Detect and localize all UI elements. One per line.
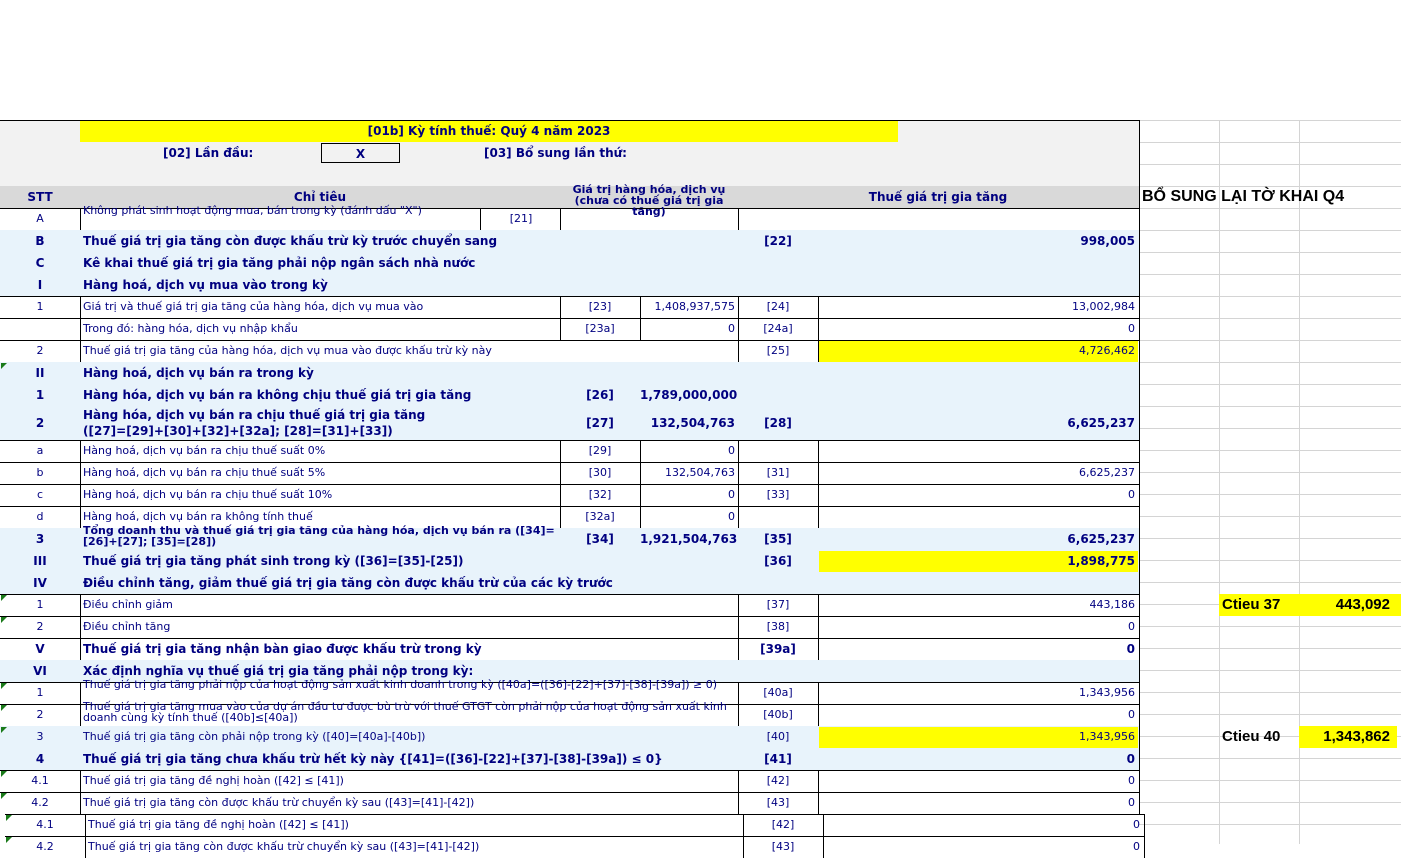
row-label: Điều chỉnh giảm: [83, 598, 173, 611]
row-code-vat: [31]: [766, 466, 790, 479]
row-code-vat: [41]: [764, 752, 792, 766]
row-vat-value[interactable]: 0: [1128, 796, 1135, 809]
row-stt: 2: [36, 708, 44, 721]
row-label: Hàng hoá, dịch vụ bán ra trong kỳ: [83, 366, 314, 380]
row-vat-value[interactable]: 0: [1128, 620, 1135, 633]
ctieu37-label: Ctieu 37: [1222, 596, 1281, 613]
row-label: Thuế giá trị gia tăng còn được khấu trừ kỳ trước chuyển sang: [83, 234, 498, 248]
first-time-label: [02] Lần đầu:: [163, 146, 254, 160]
row-label: Trong đó: hàng hóa, dịch vụ nhập khẩu: [83, 322, 298, 335]
row-goods-value[interactable]: 0: [728, 322, 735, 335]
row-vat-value[interactable]: 13,002,984: [1072, 300, 1135, 313]
row-stt: 1: [36, 598, 44, 611]
row-vat-value[interactable]: 0: [1133, 818, 1140, 831]
row-stt: b: [36, 466, 44, 479]
row-label: Thuế giá trị gia tăng còn được khấu trừ chuyển kỳ sau ([43]=[41]-[42]): [88, 840, 480, 853]
row-stt: 4.2: [31, 796, 49, 809]
row-goods-value[interactable]: 1,921,504,763: [640, 532, 738, 546]
row-label: Thuế giá trị gia tăng còn phải nộp trong kỳ ([40]=[40a]-[40b]): [83, 730, 426, 743]
row-vat-value[interactable]: 0: [1128, 774, 1135, 787]
row-label: Hàng hoá, dịch vụ bán ra chịu thuế suất 0%: [83, 444, 326, 457]
row-stt: A: [36, 212, 44, 225]
row-label: Không phát sinh hoạt động mua, bán trong kỳ (đánh dấu "X"): [83, 204, 422, 217]
row-label: Thuế giá trị gia tăng của hàng hóa, dịch vụ mua vào được khấu trừ kỳ này: [83, 344, 492, 357]
row-stt: 3: [35, 532, 45, 546]
ctieu40-label: Ctieu 40: [1222, 728, 1281, 745]
row-stt: IV: [33, 576, 47, 590]
row-label: Hàng hoá, dịch vụ bán ra chịu thuế suất 5%: [83, 466, 326, 479]
row-goods-value[interactable]: 132,504,763: [665, 466, 735, 479]
row-code-vat: [40a]: [763, 686, 793, 699]
row-vat-value[interactable]: 998,005: [1080, 234, 1135, 248]
row-label: Hàng hóa, dịch vụ bán ra chịu thuế giá trị gia tăng: [83, 408, 426, 422]
row-code-vat: [33]: [766, 488, 790, 501]
row-code-vat: [40b]: [763, 708, 793, 721]
row-vat-value[interactable]: 443,186: [1089, 598, 1135, 611]
row-code-vat: [37]: [766, 598, 790, 611]
row-stt: VI: [33, 664, 47, 678]
row-label: Hàng hoá, dịch vụ mua vào trong kỳ: [83, 278, 328, 292]
row-goods-value[interactable]: 0: [728, 510, 735, 523]
col-header-criteria: Chỉ tiêu: [293, 190, 347, 204]
row-stt: d: [36, 510, 44, 523]
supplement-label: [03] Bổ sung lần thứ:: [484, 146, 627, 160]
row-code-vat: [42]: [771, 818, 795, 831]
row-stt: 4: [35, 752, 45, 766]
row-stt: 2: [35, 416, 45, 430]
row-code: [21]: [509, 212, 533, 225]
row-code-vat: [28]: [764, 416, 792, 430]
row-label: Thuế giá trị gia tăng còn được khấu trừ chuyển kỳ sau ([43]=[41]-[42]): [83, 796, 475, 809]
row-label: Hàng hoá, dịch vụ bán ra chịu thuế suất 10%: [83, 488, 333, 501]
row-label: Thuế giá trị gia tăng đề nghị hoàn ([42] ≤ [41]): [83, 774, 344, 787]
row-stt: 4.2: [36, 840, 54, 853]
row-stt: 2: [36, 620, 44, 633]
col-header-stt: STT: [27, 190, 53, 204]
row-stt: I: [37, 278, 43, 292]
row-goods-value[interactable]: 132,504,763: [650, 416, 735, 430]
row-vat-value[interactable]: 1,343,956: [1079, 686, 1135, 699]
row-code-goods: [29]: [588, 444, 612, 457]
row-stt: 3: [36, 730, 44, 743]
row-label: Thuế giá trị gia tăng phát sinh trong kỳ ([36]=[35]-[25]): [83, 554, 464, 568]
row-vat-value[interactable]: 6,625,237: [1079, 466, 1135, 479]
row-code-vat: [36]: [764, 554, 792, 568]
period-label: [01b] Kỳ tính thuế: Quý 4 năm 2023: [367, 124, 611, 138]
row-vat-value[interactable]: 0: [1126, 642, 1135, 656]
row-stt: III: [33, 554, 47, 568]
row-code-goods: [30]: [588, 466, 612, 479]
row-code-vat: [24]: [766, 300, 790, 313]
row-label: Thuế giá trị gia tăng phải nộp của hoạt động sản xuất kinh doanh trong kỳ ([40a]=([36]-[22]+[37]-[38]-[39a]) ≥ 0): [83, 678, 718, 691]
row-code-vat: [38]: [766, 620, 790, 633]
row-label: Hàng hóa, dịch vụ bán ra không chịu thuế giá trị gia tăng: [83, 388, 472, 402]
row-code-goods: [32]: [588, 488, 612, 501]
row-stt: 1: [35, 388, 45, 402]
row-vat-value[interactable]: 0: [1128, 488, 1135, 501]
row-stt: V: [35, 642, 45, 656]
row-vat-value[interactable]: 0: [1126, 752, 1135, 766]
row-label: Thuế giá trị gia tăng mua vào của dự án đầu tư được bù trừ với thuế GTGT còn phải nộp của hoạt động sản xuất kinh doanh cùng kỳ tính thuế ([40b]≤[40a]): [83, 700, 727, 724]
row-stt: [0, 318, 80, 340]
row-label: Thuế giá trị gia tăng chưa khấu trừ hết kỳ này {[41]=([36]-[22]+[37]-[38]-[39a]) ≤ 0}: [83, 752, 663, 766]
row-code-goods: [34]: [586, 532, 614, 546]
row-label: Điều chỉnh tăng: [83, 620, 171, 633]
row-goods-value[interactable]: 1,789,000,000: [640, 388, 738, 402]
row-code-vat: [35]: [764, 532, 792, 546]
row-stt: II: [35, 366, 45, 380]
row-stt: c: [36, 488, 44, 501]
row-label: Thuế giá trị gia tăng nhận bàn giao được khấu trừ trong kỳ: [83, 642, 482, 656]
row-code-vat: [25]: [766, 344, 790, 357]
row-label: Kê khai thuế giá trị gia tăng phải nộp ngân sách nhà nước: [83, 256, 476, 270]
side-note: BỔ SUNG LẠI TỜ KHAI Q4: [1142, 188, 1345, 205]
row-code-goods: [32a]: [585, 510, 615, 523]
row-code-goods: [23a]: [585, 322, 615, 335]
row-label-formula: ([27]=[29]+[30]+[32]+[32a]; [28]=[31]+[33]): [83, 424, 393, 438]
row-code-vat: [42]: [766, 774, 790, 787]
ctieu40-value[interactable]: 1,343,862: [1323, 728, 1390, 745]
row-label: Giá trị và thuế giá trị gia tăng của hàng hóa, dịch vụ mua vào: [83, 300, 424, 313]
row-stt: a: [36, 444, 44, 457]
ctieu37-value[interactable]: 443,092: [1335, 596, 1390, 613]
row-stt: 2: [36, 344, 44, 357]
row-vat-value[interactable]: 0: [1133, 840, 1140, 853]
row-code-vat: [39a]: [760, 642, 796, 656]
row-label: Điều chỉnh tăng, giảm thuế giá trị gia tăng còn được khấu trừ của các kỳ trước: [83, 576, 613, 590]
col-header-goods-value: Giá trị hàng hóa, dịch vụ (chưa có thuế giá trị gia tăng): [572, 183, 726, 218]
row-code-goods: [27]: [586, 416, 614, 430]
row-code-vat: [22]: [764, 234, 792, 248]
row-code-vat: [43]: [771, 840, 795, 853]
row-stt: B: [35, 234, 45, 248]
row-label: Thuế giá trị gia tăng đề nghị hoàn ([42] ≤ [41]): [88, 818, 349, 831]
row-code-goods: [26]: [586, 388, 614, 402]
row-vat-value[interactable]: 0: [1128, 708, 1135, 721]
row-goods-value[interactable]: 0: [728, 444, 735, 457]
row-label: Xác định nghĩa vụ thuế giá trị gia tăng phải nộp trong kỳ:: [83, 664, 474, 678]
row-code-vat: [24a]: [763, 322, 793, 335]
first-time-checkbox[interactable]: X: [321, 143, 400, 163]
row-vat-value[interactable]: 1,343,956: [1079, 730, 1135, 743]
row-stt: 1: [36, 300, 44, 313]
row-stt: 4.1: [36, 818, 54, 831]
row-label: Tổng doanh thu và thuế giá trị gia tăng của hàng hóa, dịch vụ bán ra ([34]=[26]+[27]; [35]=[28]): [83, 524, 555, 548]
row-goods-value[interactable]: 1,408,937,575: [654, 300, 735, 313]
row-vat-value[interactable]: 4,726,462: [1079, 344, 1135, 357]
row-label: Hàng hoá, dịch vụ bán ra không tính thuế: [83, 510, 313, 523]
col-header-vat: Thuế giá trị gia tăng: [868, 190, 1008, 204]
row-stt: 1: [36, 686, 44, 699]
row-vat-value[interactable]: 6,625,237: [1067, 416, 1135, 430]
row-vat-value[interactable]: 1,898,775: [1067, 554, 1135, 568]
row-code-vat: [43]: [766, 796, 790, 809]
row-vat-value[interactable]: 0: [1128, 322, 1135, 335]
row-goods-value[interactable]: 0: [728, 488, 735, 501]
row-code-goods: [23]: [588, 300, 612, 313]
row-stt: C: [35, 256, 45, 270]
row-vat-value[interactable]: 6,625,237: [1067, 532, 1135, 546]
row-code-vat: [40]: [766, 730, 790, 743]
row-stt: 4.1: [31, 774, 49, 787]
